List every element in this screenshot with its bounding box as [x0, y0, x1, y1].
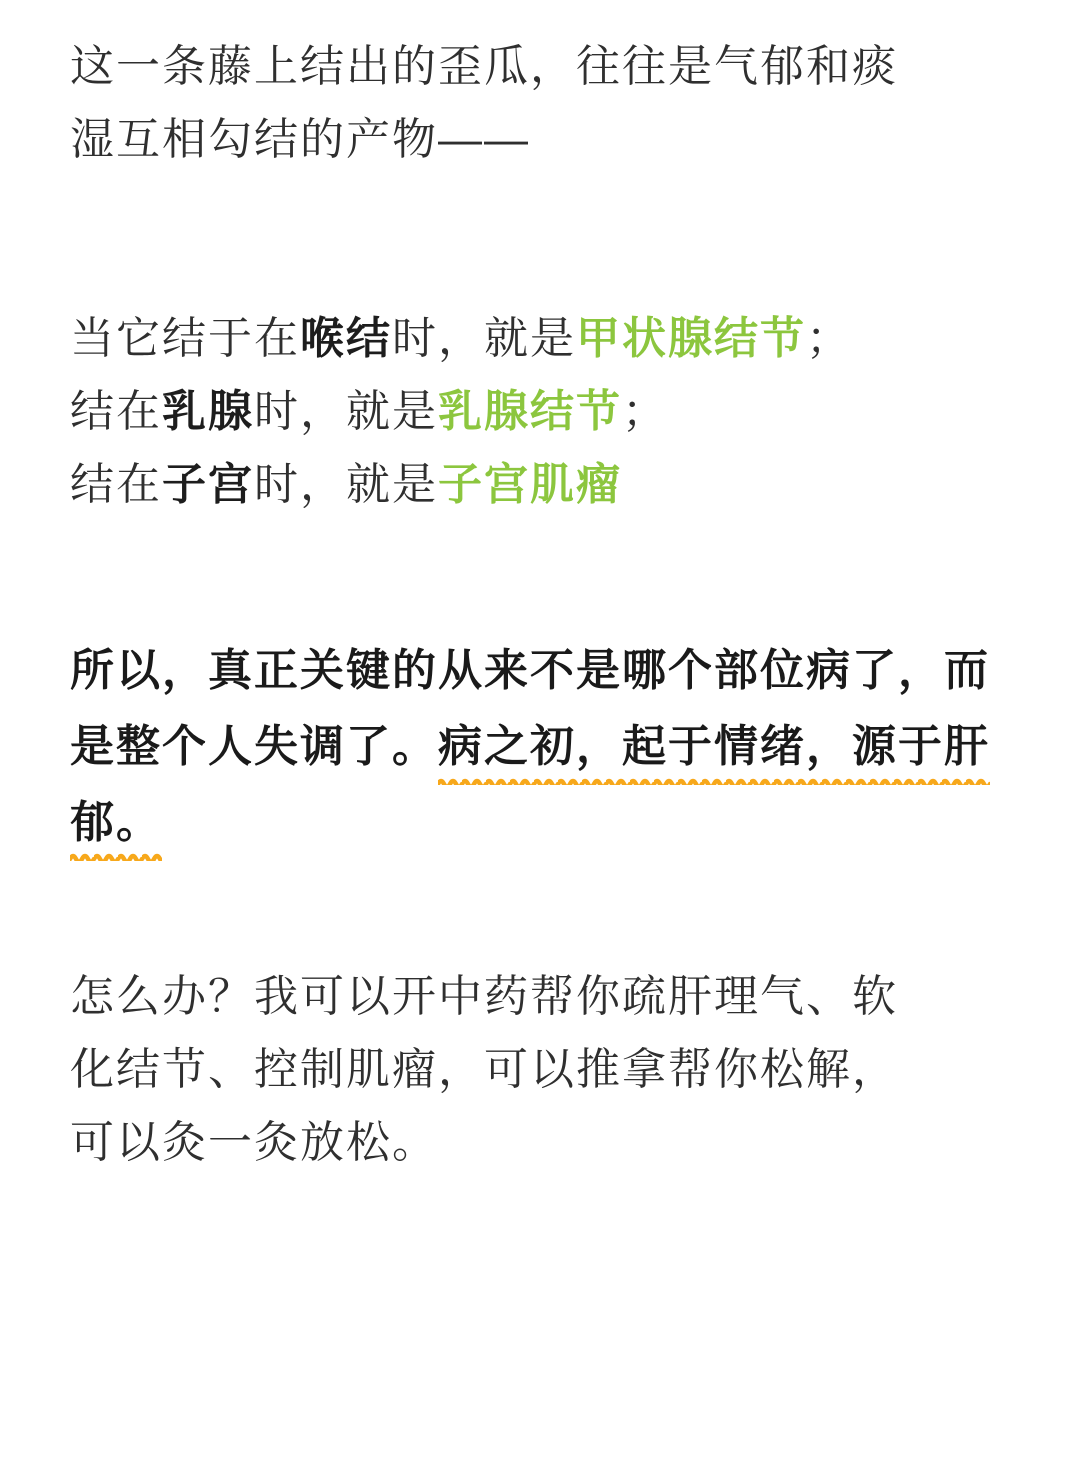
key-point-plain-text: 所以，真正关键的从来不是哪个部位病了，而是整个人失调了。	[70, 646, 990, 771]
paragraph-nodule-list	[70, 302, 1010, 521]
solution-line-2: 化结节、控制肌瘤，可以推拿帮你松解，	[70, 1045, 898, 1095]
solution-line-3: 可以灸一灸放松。	[70, 1118, 438, 1168]
throat-mid-text: 时，就是	[392, 314, 576, 364]
breast-lead-text: 结在	[70, 387, 162, 437]
breast-diagnosis-label: 乳腺结节	[438, 387, 622, 437]
solution-line-1: 怎么办？我可以开中药帮你疏肝理气、软	[70, 972, 898, 1022]
throat-diagnosis-label: 甲状腺结节	[576, 314, 806, 364]
paragraph-intro	[70, 30, 1010, 176]
throat-lead-text: 当它结于在	[70, 314, 300, 364]
breast-site-label: 乳腺	[162, 387, 254, 437]
spacer-1	[70, 176, 1010, 302]
spacer-bottom	[70, 1179, 1010, 1239]
breast-mid-text: 时，就是	[254, 387, 438, 437]
throat-site-label: 喉结	[300, 314, 392, 364]
nodule-line-breast	[70, 375, 1010, 448]
breast-end-punctuation: ；	[622, 387, 668, 437]
intro-line-1: 这一条藤上结出的歪瓜，往往是气郁和痰	[70, 42, 898, 91]
uterus-site-label: 子宫	[162, 460, 254, 510]
nodule-line-throat	[70, 302, 1010, 375]
spacer-3	[70, 860, 1010, 960]
nodule-line-uterus	[70, 448, 1010, 521]
spacer-2	[70, 521, 1010, 633]
uterus-mid-text: 时，就是	[254, 460, 438, 510]
uterus-lead-text: 结在	[70, 460, 162, 510]
paragraph-key-point	[70, 633, 1010, 860]
throat-end-punctuation: ；	[806, 314, 852, 364]
key-point-highlight-text: 病之初，起于情绪，源于肝郁。	[70, 722, 990, 861]
paragraph-solution	[70, 960, 1010, 1179]
uterus-diagnosis-label: 子宫肌瘤	[438, 460, 622, 510]
intro-line-2: 湿互相勾结的产物——	[70, 115, 530, 165]
